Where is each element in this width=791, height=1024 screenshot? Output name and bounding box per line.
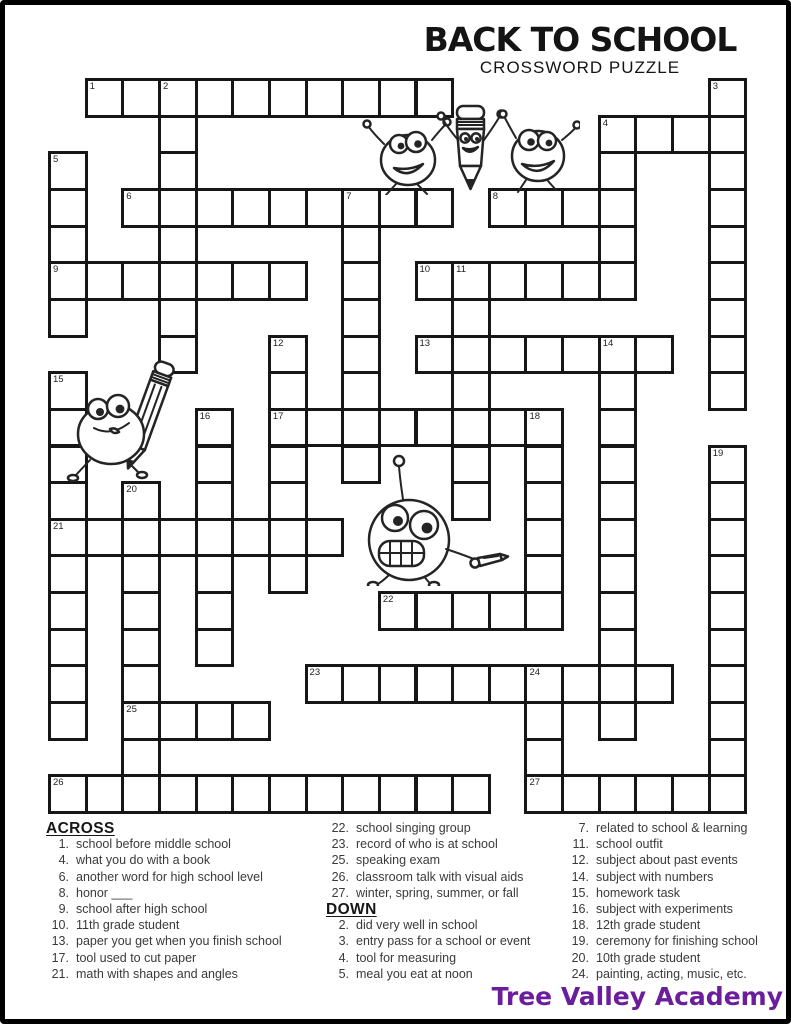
cell-number: 15 — [53, 374, 64, 386]
grid-cell[interactable] — [451, 335, 491, 375]
grid-cell[interactable] — [634, 774, 674, 814]
clue-item — [46, 967, 326, 983]
grid-cell[interactable] — [524, 408, 564, 448]
clue-number: 23. — [331, 837, 349, 852]
grid-cell[interactable] — [598, 445, 638, 485]
grid-cell[interactable] — [561, 261, 601, 301]
clue-text: meal you eat at noon — [356, 966, 473, 981]
grid-cell[interactable] — [708, 188, 748, 228]
grid-cell[interactable] — [634, 664, 674, 704]
grid-cell[interactable] — [305, 408, 345, 448]
grid-cell[interactable] — [708, 298, 748, 338]
clue-item — [326, 886, 578, 902]
grid-cell[interactable] — [158, 225, 198, 265]
clue-item — [566, 967, 784, 983]
grid-cell[interactable] — [268, 774, 308, 814]
clue-number: 15. — [571, 885, 589, 900]
jumping-blob-right-icon — [500, 111, 581, 193]
grid-cell[interactable] — [158, 115, 198, 155]
clue-number: 10. — [51, 918, 69, 933]
grid-cell[interactable] — [121, 261, 161, 301]
grid-cell[interactable] — [708, 261, 748, 301]
grid-cell[interactable] — [451, 664, 491, 704]
clue-item — [566, 821, 784, 837]
grid-cell[interactable] — [305, 774, 345, 814]
grid-cell[interactable] — [451, 261, 491, 301]
cell-number: 27 — [529, 777, 541, 789]
clue-number: 4. — [58, 853, 69, 868]
clue-number: 16. — [571, 901, 589, 916]
clue-column-2 — [326, 821, 578, 983]
grid-cell[interactable] — [48, 628, 88, 668]
cell-number: 5 — [53, 154, 59, 166]
grid-cell[interactable] — [415, 261, 455, 301]
clue-number: 27. — [331, 885, 349, 900]
grid-cell[interactable] — [708, 371, 748, 411]
clue-number: 8. — [58, 885, 69, 900]
grid-cell[interactable] — [708, 664, 748, 704]
grid-cell[interactable] — [195, 261, 235, 301]
grid-cell[interactable] — [598, 591, 638, 631]
grid-cell[interactable] — [708, 335, 748, 375]
clue-number: 25. — [331, 853, 349, 868]
grid-cell[interactable] — [415, 335, 455, 375]
clue-number: 12. — [571, 853, 589, 868]
grid-cell[interactable] — [524, 481, 564, 521]
clue-text: honor ___ — [76, 885, 133, 900]
grid-cell[interactable] — [598, 628, 638, 668]
grid-cell[interactable] — [598, 408, 638, 448]
grid-cell[interactable] — [708, 701, 748, 741]
clue-text: winter, spring, summer, or fall — [356, 885, 519, 900]
grid-cell[interactable] — [561, 664, 601, 704]
grid-cell[interactable] — [268, 78, 308, 118]
cell-number: 21 — [53, 520, 64, 532]
clue-text: subject with numbers — [596, 869, 714, 884]
cell-number: 20 — [126, 484, 137, 496]
clue-item — [46, 870, 326, 886]
grid-cell[interactable] — [488, 591, 528, 631]
clue-text: math with shapes and angles — [76, 966, 238, 981]
clue-number: 5. — [338, 966, 349, 981]
grid-cell[interactable] — [158, 774, 198, 814]
clue-number: 19. — [571, 934, 589, 949]
grid-cell[interactable] — [158, 298, 198, 338]
clue-text: record of who is at school — [356, 837, 498, 852]
grid-cell[interactable] — [708, 151, 748, 191]
grid-cell[interactable] — [598, 188, 638, 228]
grid-cell[interactable] — [121, 188, 161, 228]
grid-cell[interactable] — [341, 774, 381, 814]
clue-item — [566, 870, 784, 886]
grid-cell[interactable] — [158, 701, 198, 741]
clue-item — [326, 821, 578, 837]
grid-cell[interactable] — [195, 628, 235, 668]
jumping-blob-left-icon — [364, 119, 451, 196]
clue-number: 21. — [51, 966, 69, 981]
grid-cell[interactable] — [341, 225, 381, 265]
grid-cell[interactable] — [121, 664, 161, 704]
clue-text: related to school & learning — [596, 821, 748, 835]
grid-cell[interactable] — [378, 591, 418, 631]
grid-cell[interactable] — [708, 481, 748, 521]
grid-cell[interactable] — [195, 78, 235, 118]
grid-cell[interactable] — [634, 335, 674, 375]
cell-number: 25 — [126, 704, 137, 716]
clue-text: another word for high school level — [76, 869, 263, 884]
clue-number: 26. — [331, 869, 349, 884]
cell-number: 8 — [492, 190, 499, 202]
grid-cell[interactable] — [48, 225, 88, 265]
clue-column-1 — [46, 821, 326, 983]
cell-number: 11 — [456, 264, 467, 276]
cell-number: 18 — [529, 410, 541, 422]
pencil-holding-character-illustration — [66, 360, 198, 488]
grid-cell[interactable] — [524, 554, 564, 594]
grid-cell[interactable] — [121, 738, 161, 778]
grid-cell[interactable] — [708, 225, 748, 265]
clue-text: homework task — [596, 885, 681, 900]
cell-number: 23 — [309, 667, 321, 679]
grid-cell[interactable] — [451, 408, 491, 448]
grid-cell[interactable] — [524, 261, 564, 301]
clue-number: 4. — [338, 950, 349, 965]
clue-text: school outfit — [596, 837, 663, 852]
grid-cell[interactable] — [598, 701, 638, 741]
grid-cell[interactable] — [48, 591, 88, 631]
grid-cell[interactable] — [158, 151, 198, 191]
clue-item — [326, 967, 578, 983]
cell-number: 2 — [162, 81, 169, 92]
clue-text: subject with experiments — [596, 901, 733, 916]
grid-cell[interactable] — [524, 445, 564, 485]
clue-text: 12th grade student — [596, 918, 701, 933]
grid-cell[interactable] — [341, 408, 381, 448]
grid-cell[interactable] — [524, 591, 564, 631]
cell-number: 9 — [53, 264, 59, 276]
clue-number: 3. — [338, 934, 349, 949]
grid-cell[interactable] — [378, 408, 418, 448]
grid-cell[interactable] — [48, 188, 88, 228]
clue-item — [326, 918, 578, 934]
clue-text: painting, acting, music, etc. — [596, 966, 747, 981]
grid-cell[interactable] — [708, 774, 748, 814]
grid-cell[interactable] — [341, 298, 381, 338]
grid-cell[interactable] — [524, 738, 564, 778]
grid-cell[interactable] — [488, 664, 528, 704]
grid-cell[interactable] — [268, 371, 308, 411]
clue-item — [566, 934, 784, 950]
grid-cell[interactable] — [451, 591, 491, 631]
grid-cell[interactable] — [634, 115, 674, 155]
grid-cell[interactable] — [231, 701, 271, 741]
grid-cell[interactable] — [48, 261, 88, 301]
grid-cell[interactable] — [268, 554, 308, 594]
grid-cell[interactable] — [598, 151, 638, 191]
clue-text: tool for measuring — [356, 950, 457, 965]
grid-cell[interactable] — [195, 591, 235, 631]
page-subtitle: CROSSWORD PUZZLE — [479, 58, 681, 77]
clue-text: school after high school — [76, 901, 208, 916]
grid-cell[interactable] — [598, 371, 638, 411]
clue-text: 11th grade student — [76, 918, 180, 933]
grid-cell[interactable] — [598, 261, 638, 301]
grid-cell[interactable] — [341, 664, 381, 704]
clue-number: 9. — [58, 901, 69, 916]
grid-cell[interactable] — [121, 774, 161, 814]
grid-cell[interactable] — [85, 78, 125, 118]
grid-cell[interactable] — [195, 481, 235, 521]
clue-item — [566, 837, 784, 853]
cell-number: 7 — [346, 190, 352, 202]
clue-text: subject about past events — [596, 853, 738, 868]
grid-cell[interactable] — [268, 481, 308, 521]
grid-cell[interactable] — [121, 591, 161, 631]
grid-cell[interactable] — [231, 188, 271, 228]
clue-item — [46, 837, 326, 853]
clue-item — [566, 902, 784, 918]
grid-cell[interactable] — [341, 335, 381, 375]
running-character-illustration — [352, 446, 510, 586]
grid-cell[interactable] — [158, 188, 198, 228]
clue-item — [46, 934, 326, 950]
grid-cell[interactable] — [231, 518, 271, 558]
grid-cell[interactable] — [708, 445, 748, 485]
clue-text: school singing group — [356, 821, 471, 835]
clue-text: speaking exam — [356, 853, 441, 868]
grid-cell[interactable] — [48, 298, 88, 338]
clue-number: 7. — [578, 821, 589, 835]
credit: Tree Valley Academy — [491, 982, 783, 1011]
grid-cell[interactable] — [524, 664, 564, 704]
grid-cell[interactable] — [268, 188, 308, 228]
grid-cell[interactable] — [451, 774, 491, 814]
clue-text: ceremony for finishing school — [596, 934, 758, 949]
grid-cell[interactable] — [268, 261, 308, 301]
grid-cell[interactable] — [598, 335, 638, 375]
clue-number: 22. — [331, 821, 349, 835]
grid-cell[interactable] — [708, 738, 748, 778]
clue-item — [46, 853, 326, 869]
clue-number: 2. — [338, 918, 349, 933]
clue-number: 17. — [51, 950, 69, 965]
grid-cell[interactable] — [415, 774, 455, 814]
grid-cell[interactable] — [305, 518, 345, 558]
clue-number: 11. — [572, 837, 589, 852]
clue-item — [326, 951, 578, 967]
grid-cell[interactable] — [195, 554, 235, 594]
clue-item — [326, 934, 578, 950]
grid-cell[interactable] — [48, 664, 88, 704]
small-pencil-icon — [471, 554, 509, 568]
grid-cell[interactable] — [231, 774, 271, 814]
grid-cell[interactable] — [158, 261, 198, 301]
cell-number: 22 — [382, 594, 394, 606]
grid-cell[interactable] — [231, 78, 271, 118]
grid-cell[interactable] — [121, 518, 161, 558]
grid-cell[interactable] — [451, 298, 491, 338]
clue-item — [326, 853, 578, 869]
grid-cell[interactable] — [48, 701, 88, 741]
grid-cell[interactable] — [305, 78, 345, 118]
grid-cell[interactable] — [85, 518, 125, 558]
clue-item — [566, 951, 784, 967]
grid-cell[interactable] — [378, 664, 418, 704]
grid-cell[interactable] — [341, 261, 381, 301]
grid-cell[interactable] — [524, 335, 564, 375]
grid-cell[interactable] — [451, 371, 491, 411]
cell-number: 14 — [602, 337, 614, 349]
grid-cell[interactable] — [708, 115, 748, 155]
grid-cell[interactable] — [305, 664, 345, 704]
clue-text: tool used to cut paper — [76, 950, 197, 965]
clue-item — [46, 918, 326, 934]
grid-cell[interactable] — [671, 774, 711, 814]
cell-number: 1 — [89, 81, 95, 92]
grid-cell[interactable] — [598, 774, 638, 814]
grid-cell[interactable] — [48, 151, 88, 191]
grid-cell[interactable] — [708, 78, 748, 118]
grid-cell[interactable] — [48, 554, 88, 594]
grid-cell[interactable] — [121, 78, 161, 118]
grid-cell[interactable] — [121, 701, 161, 741]
grid-cell[interactable] — [85, 774, 125, 814]
clue-number: 20. — [571, 950, 589, 965]
cell-number: 12 — [272, 337, 284, 349]
cell-number: 17 — [272, 410, 284, 422]
clue-number: 6. — [58, 869, 69, 884]
grid-cell[interactable] — [158, 78, 198, 118]
grid-cell[interactable] — [708, 591, 748, 631]
clue-text: did very well in school — [356, 918, 478, 933]
grid-cell[interactable] — [158, 518, 198, 558]
clue-text: entry pass for a school or event — [356, 934, 531, 949]
grid-cell[interactable] — [598, 518, 638, 558]
clue-item — [566, 853, 784, 869]
grid-cell[interactable] — [268, 518, 308, 558]
grid-cell[interactable] — [488, 335, 528, 375]
grid-cell[interactable] — [85, 261, 125, 301]
clue-number: 14. — [571, 869, 589, 884]
clue-text: school before middle school — [76, 837, 231, 852]
grid-cell[interactable] — [121, 628, 161, 668]
grid-cell[interactable] — [378, 774, 418, 814]
grid-cell[interactable] — [415, 664, 455, 704]
grid-cell[interactable] — [561, 774, 601, 814]
page-title: BACK TO SCHOOL — [423, 20, 737, 59]
grid-cell[interactable] — [598, 664, 638, 704]
clue-number: 18. — [571, 918, 589, 933]
grid-cell[interactable] — [268, 335, 308, 375]
grid-cell[interactable] — [524, 701, 564, 741]
grid-cell[interactable] — [415, 591, 455, 631]
clue-text: what you do with a book — [76, 853, 211, 868]
grid-cell[interactable] — [598, 115, 638, 155]
grid-cell[interactable] — [195, 445, 235, 485]
grid-cell[interactable] — [121, 554, 161, 594]
grid-cell[interactable] — [195, 774, 235, 814]
clue-number: 13. — [51, 934, 69, 949]
clue-item — [566, 886, 784, 902]
grid-cell[interactable] — [195, 518, 235, 558]
grid-cell[interactable] — [268, 408, 308, 448]
clue-item — [566, 918, 784, 934]
clue-list-header: DOWN — [326, 900, 377, 918]
clue-text: 10th grade student — [596, 950, 701, 965]
cell-number: 24 — [529, 667, 541, 679]
cell-number: 16 — [199, 410, 211, 422]
cell-number: 4 — [602, 117, 609, 129]
grid-cell[interactable] — [195, 188, 235, 228]
grid-cell[interactable] — [195, 408, 235, 448]
jumping-characters-illustration — [358, 100, 580, 195]
cell-number: 3 — [712, 81, 718, 92]
grid-cell[interactable] — [671, 115, 711, 155]
grid-cell[interactable] — [708, 628, 748, 668]
cell-number: 26 — [53, 777, 64, 789]
clue-item — [326, 837, 578, 853]
grid-cell[interactable] — [268, 445, 308, 485]
clue-number: 24. — [571, 966, 589, 981]
clue-text: classroom talk with visual aids — [356, 869, 524, 884]
grid-cell[interactable] — [598, 225, 638, 265]
grid-cell[interactable] — [231, 261, 271, 301]
clue-item — [46, 886, 326, 902]
grid-cell[interactable] — [195, 701, 235, 741]
grid-cell[interactable] — [524, 518, 564, 558]
grid-cell[interactable] — [488, 261, 528, 301]
cell-number: 13 — [419, 337, 431, 349]
grid-cell[interactable] — [598, 481, 638, 521]
grid-cell[interactable] — [488, 408, 528, 448]
grid-cell[interactable] — [341, 371, 381, 411]
cell-number: 19 — [712, 447, 724, 459]
grid-cell[interactable] — [305, 188, 345, 228]
grid-cell[interactable] — [598, 554, 638, 594]
grid-cell[interactable] — [48, 774, 88, 814]
clue-number: 1. — [58, 837, 69, 852]
clue-item — [46, 951, 326, 967]
clue-list-header: ACROSS — [46, 820, 115, 837]
cell-number: 10 — [419, 264, 431, 276]
grid-cell[interactable] — [48, 518, 88, 558]
grid-cell[interactable] — [524, 774, 564, 814]
clue-column-3 — [566, 821, 784, 983]
grid-cell[interactable] — [415, 408, 455, 448]
clue-item — [326, 870, 578, 886]
cell-number: 6 — [126, 190, 132, 202]
clue-item — [46, 902, 326, 918]
grid-cell[interactable] — [561, 335, 601, 375]
clue-text: paper you get when you finish school — [76, 934, 282, 949]
grid-cell[interactable] — [708, 554, 748, 594]
grid-cell[interactable] — [708, 518, 748, 558]
